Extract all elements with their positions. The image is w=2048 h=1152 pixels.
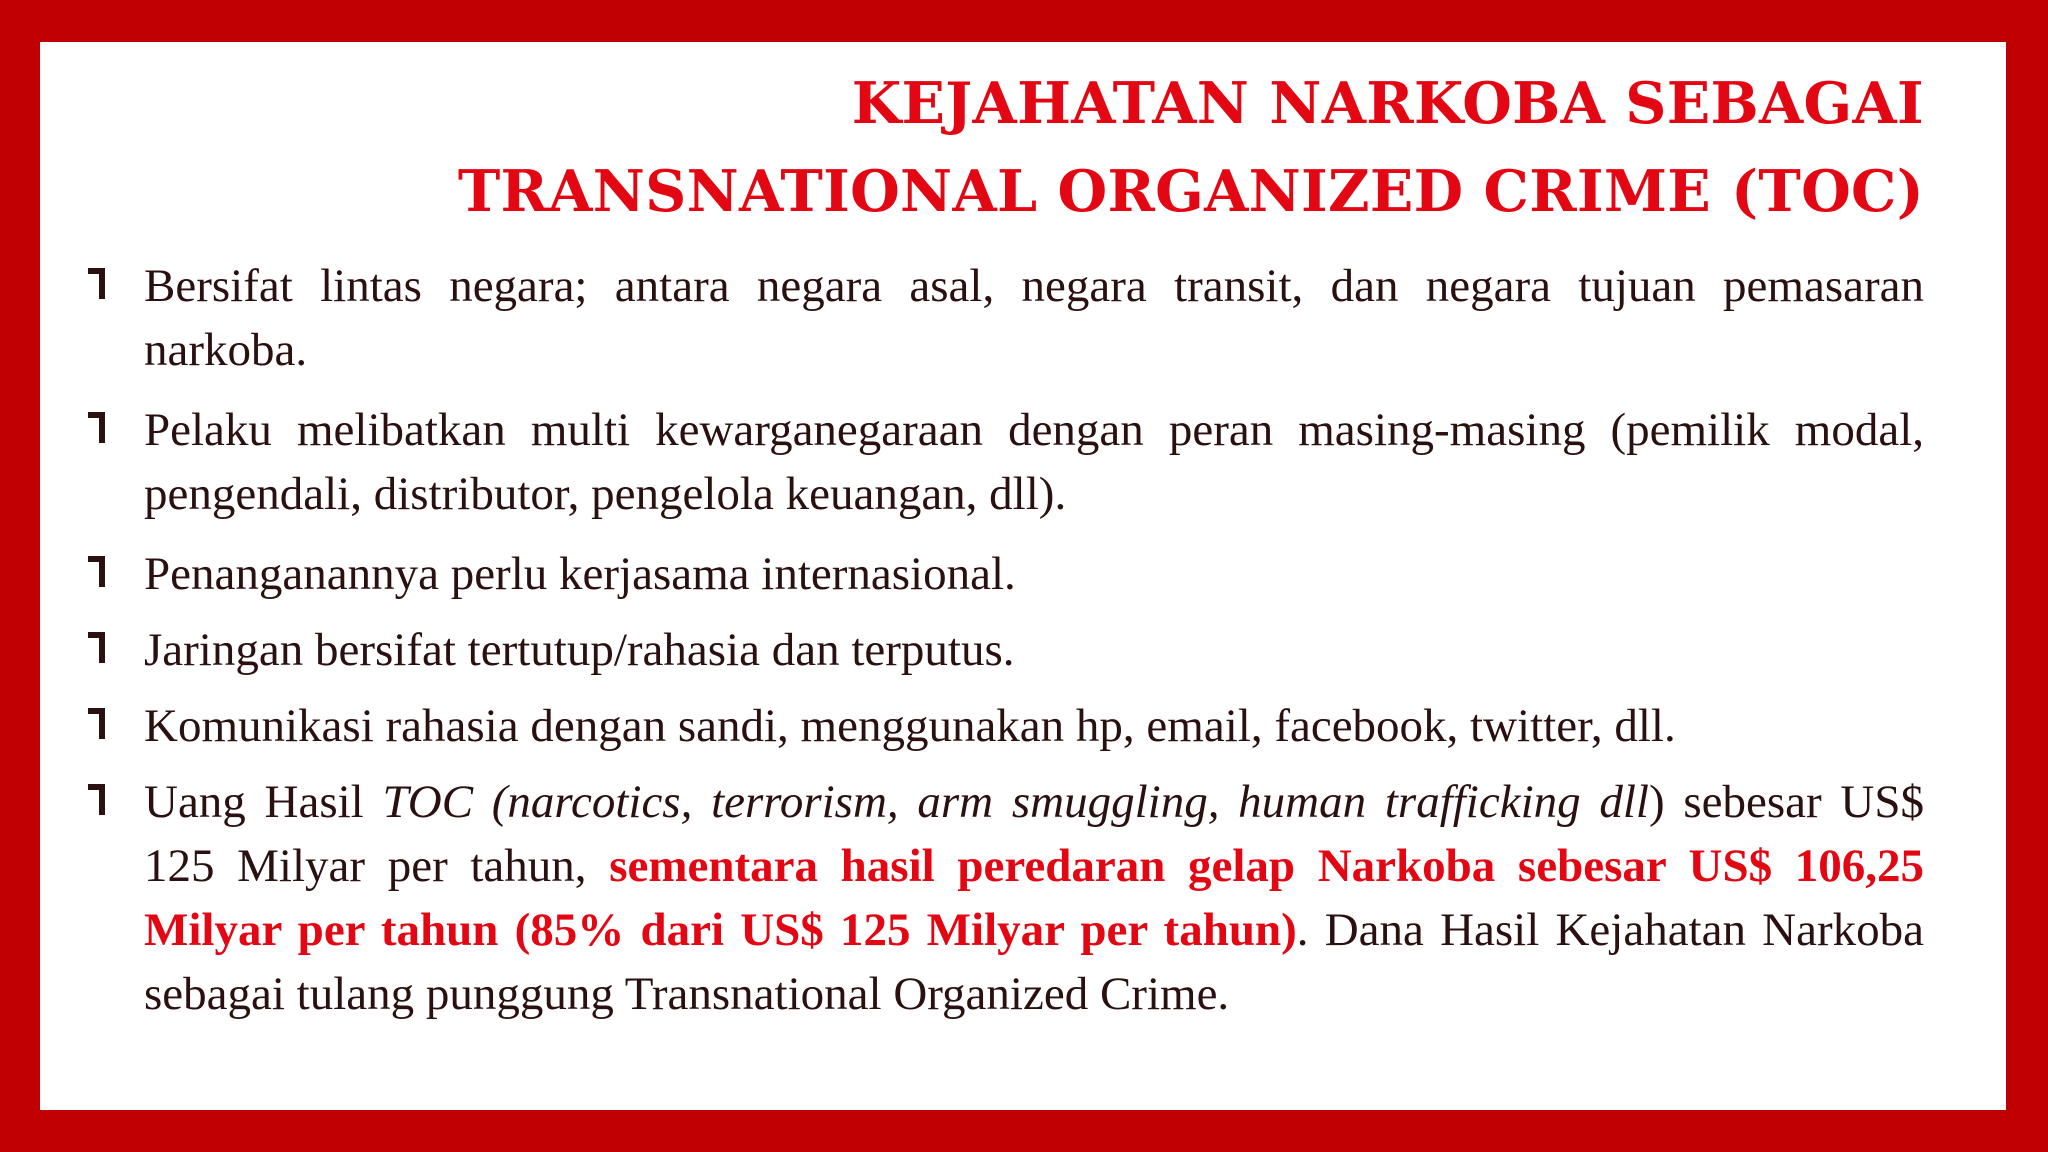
bullet-text: Komunikasi rahasia dengan sandi, menggunakan hp, email, facebook, twitter, dll. (144, 700, 1676, 752)
bullet-text: Jaringan bersifat tertutup/rahasia dan terputus. (144, 624, 1015, 676)
bullet-text-italic: TOC (narcotics, terrorism, arm smuggling, human trafficking dll (382, 776, 1649, 828)
slide-title (458, 60, 1924, 236)
bullet-text: Bersifat lintas negara; antara negara asal, negara transit, dan negara tujuan pemasaran narkoba. (144, 260, 1924, 376)
bullet-item-cross-border (40, 254, 2006, 382)
corner-bracket-icon (88, 268, 103, 299)
corner-bracket-icon (88, 556, 103, 587)
bullet-item-multinational-actors (40, 398, 2006, 526)
bullet-text-highlight: sementara hasil peredaran gelap Narkoba sebesar US$ 106,25 Milyar per tahun (85% dari US$ 125 Milyar per tahun) (144, 840, 1924, 956)
corner-bracket-icon (88, 708, 103, 739)
bullet-list (40, 254, 2006, 1026)
corner-bracket-icon (88, 412, 103, 443)
bullet-text-suffix: . Dana Hasil Kejahatan Narkoba sebagai tulang punggung Transnational Organized Crime. (144, 904, 1924, 1020)
bullet-item-toc-proceeds (40, 770, 2006, 1026)
corner-bracket-icon (88, 632, 103, 663)
bullet-text-prefix: Uang Hasil (144, 776, 383, 828)
bullet-text: Pelaku melibatkan multi kewarganegaraan dengan peran masing-masing (pemilik modal, pengendali, distributor, pengelola keuangan, dll). (144, 404, 1924, 520)
slide-panel (40, 42, 2006, 1110)
title-line-2: TRANSNATIONAL ORGANIZED CRIME (TOC) (457, 158, 1924, 225)
corner-bracket-icon (88, 784, 103, 815)
bullet-item-international-cooperation (40, 542, 2006, 606)
bullet-item-closed-network (40, 618, 2006, 682)
bullet-text: Penanganannya perlu kerjasama internasional. (144, 548, 1016, 600)
bullet-item-secret-communication (40, 694, 2006, 758)
title-line-1: KEJAHATAN NARKOBA SEBAGAI (851, 70, 1924, 137)
bullet-text-mid: ) sebesar US$ 125 Milyar per tahun, (144, 776, 1924, 892)
